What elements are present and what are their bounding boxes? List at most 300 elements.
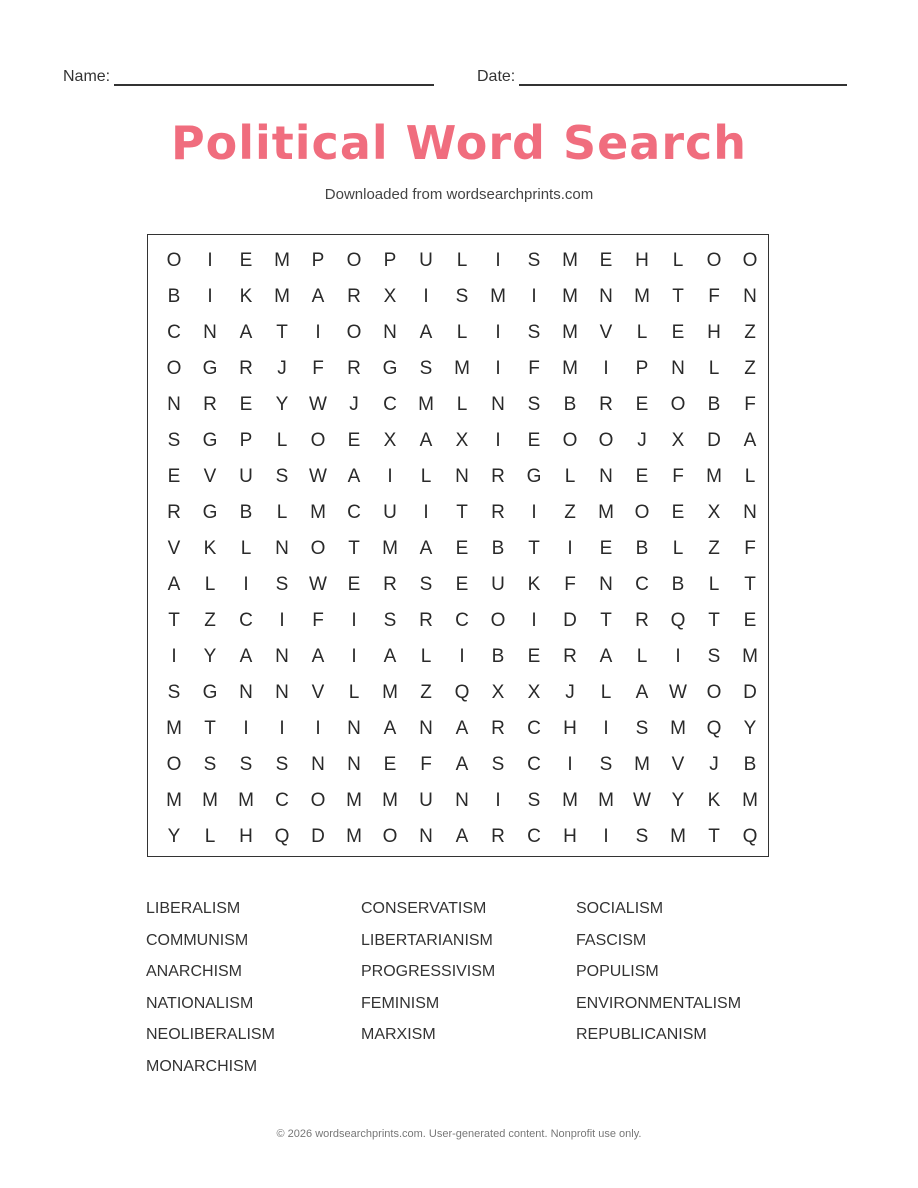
grid-cell[interactable]: C <box>239 610 253 631</box>
grid-cell[interactable]: W <box>633 790 651 811</box>
grid-cell[interactable]: M <box>490 286 506 307</box>
grid-cell[interactable]: R <box>419 610 433 631</box>
grid-cell[interactable]: E <box>599 538 613 559</box>
grid-cell[interactable]: F <box>672 466 684 487</box>
grid-cell[interactable]: O <box>166 358 182 379</box>
grid-cell[interactable]: X <box>671 430 685 451</box>
grid-cell[interactable]: R <box>491 502 505 523</box>
grid-cell[interactable]: I <box>531 286 537 307</box>
grid-cell[interactable]: L <box>708 574 720 595</box>
grid-cell[interactable]: X <box>527 682 541 703</box>
grid-cell[interactable]: I <box>459 646 465 667</box>
grid-cell[interactable]: S <box>239 754 253 775</box>
grid-cell[interactable]: G <box>202 430 218 451</box>
grid-cell[interactable]: F <box>564 574 576 595</box>
grid-cell[interactable]: E <box>599 250 613 271</box>
grid-cell[interactable]: I <box>495 322 501 343</box>
grid-cell[interactable]: A <box>743 430 757 451</box>
grid-cell[interactable]: P <box>311 250 325 271</box>
grid-cell[interactable]: B <box>167 286 181 307</box>
grid-cell[interactable]: I <box>207 286 213 307</box>
grid-cell[interactable]: U <box>491 574 505 595</box>
grid-cell[interactable]: C <box>347 502 361 523</box>
grid-cell[interactable]: M <box>382 790 398 811</box>
word-list-item: FASCISM <box>576 931 647 949</box>
grid-cell[interactable]: M <box>670 718 686 739</box>
name-field[interactable] <box>63 68 434 86</box>
grid-cell[interactable]: O <box>310 790 326 811</box>
grid-cell[interactable]: B <box>635 538 649 559</box>
grid-cell[interactable]: D <box>743 682 757 703</box>
grid-cell[interactable]: M <box>346 826 362 847</box>
grid-cell[interactable]: I <box>207 250 213 271</box>
grid-cell[interactable]: S <box>527 790 541 811</box>
grid-cell[interactable]: I <box>351 610 357 631</box>
grid-cell[interactable]: O <box>562 430 578 451</box>
grid-cell[interactable]: C <box>635 574 649 595</box>
grid-cell[interactable]: L <box>672 250 684 271</box>
grid-cell[interactable]: W <box>309 394 327 415</box>
grid-cell[interactable]: L <box>672 538 684 559</box>
grid-cell[interactable]: M <box>742 790 758 811</box>
grid-cell[interactable]: Y <box>743 718 757 739</box>
grid-cell[interactable]: L <box>456 322 468 343</box>
grid-cell[interactable]: E <box>635 466 649 487</box>
grid-cell[interactable]: O <box>166 250 182 271</box>
grid-cell[interactable]: E <box>455 574 469 595</box>
grid-cell[interactable]: N <box>347 718 361 739</box>
grid-cell[interactable]: L <box>564 466 576 487</box>
grid-cell[interactable]: X <box>383 430 397 451</box>
grid-cell[interactable]: I <box>423 502 429 523</box>
grid-cell[interactable]: R <box>635 610 649 631</box>
grid-cell[interactable]: O <box>310 538 326 559</box>
grid-cell[interactable]: M <box>670 826 686 847</box>
grid-cell[interactable]: G <box>202 682 218 703</box>
grid-cell[interactable]: M <box>562 358 578 379</box>
grid-cell[interactable]: S <box>527 322 541 343</box>
grid-cell[interactable]: T <box>204 718 216 739</box>
grid-cell[interactable]: L <box>420 646 432 667</box>
grid-cell[interactable]: I <box>567 754 573 775</box>
grid-cell[interactable]: I <box>243 574 249 595</box>
grid-cell[interactable]: S <box>599 754 613 775</box>
grid-cell[interactable]: K <box>707 790 721 811</box>
grid-cell[interactable]: H <box>635 250 649 271</box>
date-underline[interactable] <box>519 70 847 86</box>
grid-cell[interactable]: M <box>346 790 362 811</box>
grid-cell[interactable]: H <box>563 826 577 847</box>
grid-cell[interactable]: C <box>527 718 541 739</box>
grid-cell[interactable]: M <box>382 682 398 703</box>
grid-cell[interactable]: T <box>672 286 684 307</box>
grid-cell[interactable]: F <box>420 754 432 775</box>
grid-cell[interactable]: M <box>562 790 578 811</box>
grid-cell[interactable]: I <box>279 610 285 631</box>
grid-cell[interactable]: S <box>419 358 433 379</box>
grid-cell[interactable]: G <box>202 502 218 523</box>
grid-cell[interactable]: L <box>456 394 468 415</box>
grid-cell[interactable]: O <box>598 430 614 451</box>
date-field[interactable] <box>477 68 847 86</box>
grid-cell[interactable]: N <box>419 826 433 847</box>
grid-cell[interactable]: F <box>312 610 324 631</box>
grid-cell[interactable]: O <box>742 250 758 271</box>
grid-cell[interactable]: M <box>562 322 578 343</box>
grid-cell[interactable]: A <box>419 538 433 559</box>
grid-cell[interactable]: N <box>347 754 361 775</box>
grid-cell[interactable]: L <box>276 502 288 523</box>
grid-cell[interactable]: I <box>495 250 501 271</box>
grid-cell[interactable]: Z <box>204 610 216 631</box>
grid-cell[interactable]: N <box>455 790 469 811</box>
grid-cell[interactable]: A <box>455 754 469 775</box>
grid-cell[interactable]: W <box>669 682 687 703</box>
grid-cell[interactable]: T <box>528 538 540 559</box>
grid-cell[interactable]: X <box>455 430 469 451</box>
grid-cell[interactable]: S <box>167 430 181 451</box>
grid-cell[interactable]: A <box>239 322 253 343</box>
grid-cell[interactable]: L <box>636 322 648 343</box>
grid-cell[interactable]: I <box>423 286 429 307</box>
grid-cell[interactable]: E <box>635 394 649 415</box>
grid-cell[interactable]: N <box>383 322 397 343</box>
grid-cell[interactable]: O <box>634 502 650 523</box>
grid-cell[interactable]: L <box>276 430 288 451</box>
grid-cell[interactable]: M <box>742 646 758 667</box>
grid-cell[interactable]: M <box>706 466 722 487</box>
grid-cell[interactable]: D <box>707 430 721 451</box>
grid-cell[interactable]: A <box>383 646 397 667</box>
grid-cell[interactable]: E <box>527 646 541 667</box>
grid-cell[interactable]: E <box>239 394 253 415</box>
grid-cell[interactable]: O <box>346 250 362 271</box>
grid-cell[interactable]: Q <box>706 718 722 739</box>
grid-cell[interactable]: R <box>599 394 613 415</box>
grid-cell[interactable]: V <box>311 682 325 703</box>
grid-cell[interactable]: Q <box>274 826 290 847</box>
grid-cell[interactable]: S <box>527 250 541 271</box>
grid-cell[interactable]: E <box>743 610 757 631</box>
grid-cell[interactable]: L <box>204 826 216 847</box>
grid-cell[interactable]: M <box>598 790 614 811</box>
grid-cell[interactable]: W <box>309 466 327 487</box>
grid-cell[interactable]: I <box>495 430 501 451</box>
grid-cell[interactable]: C <box>275 790 289 811</box>
grid-cell[interactable]: A <box>239 646 253 667</box>
grid-cell[interactable]: E <box>455 538 469 559</box>
grid-cell[interactable]: L <box>600 682 612 703</box>
grid-cell[interactable]: S <box>167 682 181 703</box>
grid-cell[interactable]: Y <box>275 394 289 415</box>
grid-cell[interactable]: F <box>744 394 756 415</box>
grid-cell[interactable]: B <box>491 646 505 667</box>
grid-cell[interactable]: R <box>347 358 361 379</box>
grid-cell[interactable]: I <box>531 610 537 631</box>
grid-cell[interactable]: G <box>526 466 542 487</box>
grid-cell[interactable]: Z <box>420 682 432 703</box>
grid-cell[interactable]: Z <box>564 502 576 523</box>
grid-cell[interactable]: E <box>671 502 685 523</box>
grid-cell[interactable]: I <box>531 502 537 523</box>
grid-cell[interactable]: J <box>277 358 287 379</box>
grid-cell[interactable]: M <box>598 502 614 523</box>
grid-cell[interactable]: G <box>202 358 218 379</box>
grid-cell[interactable]: X <box>491 682 505 703</box>
grid-cell[interactable]: Y <box>167 826 181 847</box>
grid-cell[interactable]: V <box>599 322 613 343</box>
grid-cell[interactable]: N <box>599 286 613 307</box>
grid-cell[interactable]: U <box>239 466 253 487</box>
grid-cell[interactable]: T <box>276 322 288 343</box>
grid-cell[interactable]: I <box>603 718 609 739</box>
grid-cell[interactable]: I <box>603 826 609 847</box>
grid-cell[interactable]: P <box>239 430 253 451</box>
grid-cell[interactable]: I <box>351 646 357 667</box>
grid-cell[interactable]: V <box>203 466 217 487</box>
grid-cell[interactable]: C <box>527 754 541 775</box>
grid-cell[interactable]: M <box>454 358 470 379</box>
grid-cell[interactable]: M <box>382 538 398 559</box>
word-list-item: SOCIALISM <box>576 900 664 917</box>
grid-cell[interactable]: A <box>635 682 649 703</box>
grid-cell[interactable]: M <box>562 250 578 271</box>
grid-cell[interactable]: N <box>599 466 613 487</box>
grid-cell[interactable]: K <box>527 574 541 595</box>
grid-cell[interactable]: I <box>315 322 321 343</box>
grid-cell[interactable]: N <box>311 754 325 775</box>
page-subtitle: Downloaded from wordsearchprints.com <box>324 186 594 203</box>
name-underline[interactable] <box>114 70 434 86</box>
grid-cell[interactable]: H <box>239 826 253 847</box>
grid-cell[interactable]: V <box>671 754 685 775</box>
grid-cell[interactable]: A <box>599 646 613 667</box>
grid-cell[interactable]: Y <box>203 646 217 667</box>
grid-cell[interactable]: S <box>455 286 469 307</box>
grid-cell[interactable]: M <box>202 790 218 811</box>
grid-cell[interactable]: I <box>675 646 681 667</box>
grid-cell[interactable]: K <box>239 286 253 307</box>
grid-cell[interactable]: D <box>563 610 577 631</box>
grid-cell[interactable]: A <box>311 286 325 307</box>
grid-cell[interactable]: J <box>565 682 575 703</box>
grid-cell[interactable]: O <box>670 394 686 415</box>
grid-cell[interactable]: A <box>311 646 325 667</box>
grid-cell[interactable]: B <box>491 538 505 559</box>
grid-cell[interactable]: O <box>382 826 398 847</box>
grid-cell[interactable]: U <box>383 502 397 523</box>
grid-cell[interactable]: A <box>419 322 433 343</box>
grid-cell[interactable]: E <box>167 466 181 487</box>
grid-cell[interactable]: T <box>168 610 180 631</box>
grid-cell[interactable]: A <box>419 430 433 451</box>
grid-cell[interactable]: E <box>347 430 361 451</box>
grid-cell[interactable]: S <box>275 466 289 487</box>
grid-cell[interactable]: L <box>456 250 468 271</box>
grid-cell[interactable]: R <box>491 466 505 487</box>
grid-cell[interactable]: S <box>707 646 721 667</box>
grid-cell[interactable]: S <box>275 754 289 775</box>
grid-cell[interactable]: R <box>203 394 217 415</box>
grid-cell[interactable]: K <box>203 538 217 559</box>
grid-cell[interactable]: O <box>706 250 722 271</box>
grid-cell[interactable]: N <box>239 682 253 703</box>
grid-cell[interactable]: S <box>491 754 505 775</box>
grid-cell[interactable]: I <box>171 646 177 667</box>
grid-cell[interactable]: H <box>563 718 577 739</box>
grid-cell[interactable]: O <box>346 322 362 343</box>
grid-cell[interactable]: L <box>204 574 216 595</box>
grid-cell[interactable]: S <box>527 394 541 415</box>
grid-cell[interactable]: I <box>603 358 609 379</box>
grid-cell[interactable]: N <box>275 538 289 559</box>
grid-cell[interactable]: I <box>567 538 573 559</box>
grid-cell[interactable]: I <box>387 466 393 487</box>
grid-cell[interactable]: G <box>382 358 398 379</box>
grid-cell[interactable]: L <box>420 466 432 487</box>
grid-cell[interactable]: J <box>349 394 359 415</box>
grid-cell[interactable]: O <box>310 430 326 451</box>
grid-cell[interactable]: P <box>635 358 649 379</box>
grid-cell[interactable]: L <box>708 358 720 379</box>
grid-cell[interactable]: N <box>167 394 181 415</box>
grid-cell[interactable]: S <box>383 610 397 631</box>
grid-cell[interactable]: L <box>744 466 756 487</box>
word-list-item: NEOLIBERALISM <box>146 1026 275 1043</box>
grid-cell[interactable]: E <box>383 754 397 775</box>
grid-cell[interactable]: F <box>744 538 756 559</box>
grid-cell[interactable]: I <box>243 718 249 739</box>
grid-cell[interactable]: N <box>275 682 289 703</box>
grid-cell[interactable]: X <box>383 286 397 307</box>
grid-cell[interactable]: Q <box>454 682 470 703</box>
grid-cell[interactable]: F <box>708 286 720 307</box>
grid-cell[interactable]: R <box>239 358 253 379</box>
grid-cell[interactable]: B <box>563 394 577 415</box>
grid-cell[interactable]: C <box>455 610 469 631</box>
grid-cell[interactable]: S <box>203 754 217 775</box>
grid-cell[interactable]: N <box>203 322 217 343</box>
grid-cell[interactable]: H <box>707 322 721 343</box>
grid-cell[interactable]: I <box>495 358 501 379</box>
grid-cell[interactable]: M <box>166 718 182 739</box>
grid-cell[interactable]: P <box>383 250 397 271</box>
grid-cell[interactable]: C <box>527 826 541 847</box>
grid-cell[interactable]: A <box>455 826 469 847</box>
grid-cell[interactable]: B <box>707 394 721 415</box>
grid-cell[interactable]: R <box>491 718 505 739</box>
grid-cell[interactable]: Z <box>744 358 756 379</box>
grid-cell[interactable]: S <box>419 574 433 595</box>
grid-cell[interactable]: C <box>167 322 181 343</box>
grid-cell[interactable]: A <box>455 718 469 739</box>
grid-cell[interactable]: M <box>274 286 290 307</box>
word-list-item: COMMUNISM <box>146 931 249 949</box>
grid-cell[interactable]: E <box>527 430 541 451</box>
grid-cell[interactable]: E <box>239 250 253 271</box>
word-list-item: NATIONALISM <box>146 994 254 1012</box>
grid-cell[interactable]: M <box>166 790 182 811</box>
grid-cell[interactable]: M <box>310 502 326 523</box>
grid-cell[interactable]: U <box>419 250 433 271</box>
grid-cell[interactable]: Q <box>742 826 758 847</box>
grid-cell[interactable]: B <box>743 754 757 775</box>
grid-cell[interactable]: I <box>315 718 321 739</box>
grid-cell[interactable]: L <box>636 646 648 667</box>
grid-cell[interactable]: M <box>634 286 650 307</box>
grid-cell[interactable]: S <box>635 826 649 847</box>
grid-cell[interactable]: N <box>419 718 433 739</box>
grid-cell[interactable]: B <box>239 502 253 523</box>
grid-cell[interactable]: R <box>347 286 361 307</box>
grid-cell[interactable]: Z <box>744 322 756 343</box>
grid-cell[interactable]: R <box>563 646 577 667</box>
grid-cell[interactable]: Y <box>671 790 685 811</box>
grid-cell[interactable]: N <box>743 286 757 307</box>
grid-cell[interactable]: M <box>562 286 578 307</box>
grid-cell[interactable]: T <box>348 538 360 559</box>
grid-cell[interactable]: Z <box>708 538 720 559</box>
grid-cell[interactable]: O <box>166 754 182 775</box>
grid-cell[interactable]: I <box>279 718 285 739</box>
grid-cell[interactable]: R <box>491 826 505 847</box>
grid-cell[interactable]: M <box>418 394 434 415</box>
grid-cell[interactable]: M <box>238 790 254 811</box>
grid-cell[interactable]: E <box>671 322 685 343</box>
grid-cell[interactable]: V <box>167 538 181 559</box>
grid-cell[interactable]: U <box>419 790 433 811</box>
grid-cell[interactable]: E <box>347 574 361 595</box>
grid-cell[interactable]: A <box>383 718 397 739</box>
grid-cell[interactable]: X <box>707 502 721 523</box>
grid-cell[interactable]: S <box>635 718 649 739</box>
grid-cell[interactable]: N <box>743 502 757 523</box>
grid-cell[interactable]: O <box>706 682 722 703</box>
grid-cell[interactable]: D <box>311 826 325 847</box>
grid-cell[interactable]: T <box>744 574 756 595</box>
grid-cell[interactable]: B <box>671 574 685 595</box>
grid-cell[interactable]: R <box>383 574 397 595</box>
grid-cell[interactable]: F <box>312 358 324 379</box>
grid-cell[interactable]: A <box>347 466 361 487</box>
grid-cell[interactable]: Q <box>670 610 686 631</box>
grid-cell[interactable]: T <box>456 502 468 523</box>
grid-cell[interactable]: F <box>528 358 540 379</box>
grid-cell[interactable]: N <box>491 394 505 415</box>
grid-cell[interactable]: L <box>348 682 360 703</box>
grid-cell[interactable]: N <box>455 466 469 487</box>
grid-cell[interactable]: O <box>490 610 506 631</box>
grid-cell[interactable]: R <box>167 502 181 523</box>
grid-cell[interactable]: T <box>708 610 720 631</box>
grid-cell[interactable]: N <box>275 646 289 667</box>
word-list-item: ENVIRONMENTALISM <box>576 994 742 1012</box>
grid-cell[interactable]: J <box>637 430 647 451</box>
grid-cell[interactable]: C <box>383 394 397 415</box>
grid-cell[interactable]: W <box>309 574 327 595</box>
grid-cell[interactable]: T <box>708 826 720 847</box>
grid-cell[interactable]: L <box>240 538 252 559</box>
grid-cell[interactable]: I <box>495 790 501 811</box>
grid-cell[interactable]: M <box>274 250 290 271</box>
grid-cell[interactable]: N <box>671 358 685 379</box>
grid-cell[interactable]: S <box>275 574 289 595</box>
grid-cell[interactable]: A <box>167 574 181 595</box>
grid-cell[interactable]: N <box>599 574 613 595</box>
grid-cell[interactable]: J <box>709 754 719 775</box>
grid-cell[interactable]: T <box>600 610 612 631</box>
grid-cell[interactable]: M <box>634 754 650 775</box>
